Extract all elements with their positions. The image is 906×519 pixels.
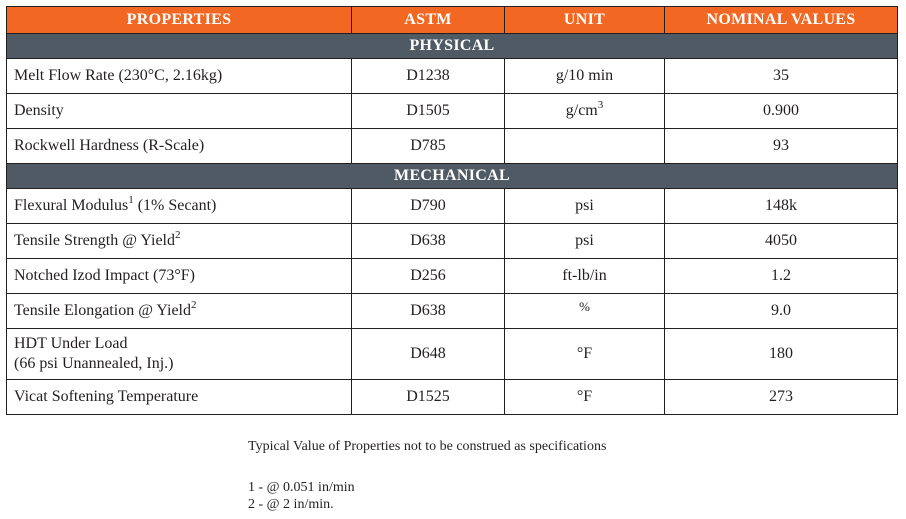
table-row — [7, 129, 898, 164]
nominal-value: 180 — [665, 329, 898, 380]
table-row — [7, 259, 898, 294]
table-row — [7, 59, 898, 94]
astm-code: D1505 — [352, 94, 505, 129]
astm-code: D1525 — [352, 380, 505, 415]
property-name: Rockwell Hardness (R-Scale) — [7, 129, 352, 164]
header-properties: PROPERTIES — [7, 7, 352, 34]
header-unit: UNIT — [505, 7, 665, 34]
astm-code: D638 — [352, 294, 505, 329]
unit-text: g/cm — [565, 102, 598, 119]
disclaimer-note: Typical Value of Properties not to be construed as specifications — [248, 439, 607, 454]
unit-value — [505, 129, 665, 164]
property-name — [7, 189, 352, 224]
property-name: Notched Izod Impact (73°F) — [7, 259, 352, 294]
astm-code: D1238 — [352, 59, 505, 94]
nominal-value: 1.2 — [665, 259, 898, 294]
nominal-value: 4050 — [665, 224, 898, 259]
unit-text: % — [579, 299, 590, 314]
table-row — [7, 329, 898, 380]
property-name: Melt Flow Rate (230°C, 2.16kg) — [7, 59, 352, 94]
property-name — [7, 294, 352, 329]
footnote-marker: 1 — [128, 193, 134, 206]
property-name-line2: (66 psi Unannealed, Inj.) — [14, 355, 174, 372]
table-row — [7, 294, 898, 329]
property-name-line1: HDT Under Load — [14, 335, 128, 352]
property-name-text: Tensile Elongation @ Yield — [14, 302, 191, 319]
footnote-marker: 2 — [175, 228, 181, 241]
footnote-2: 2 - @ 2 in/min. — [248, 497, 334, 512]
nominal-value: 273 — [665, 380, 898, 415]
nominal-value: 9.0 — [665, 294, 898, 329]
astm-code: D648 — [352, 329, 505, 380]
unit-value: psi — [505, 224, 665, 259]
property-name — [7, 224, 352, 259]
astm-code: D790 — [352, 189, 505, 224]
unit-value: °F — [505, 380, 665, 415]
table-row — [7, 94, 898, 129]
table-row — [7, 224, 898, 259]
unit-value: g/10 min — [505, 59, 665, 94]
footnote-marker: 2 — [191, 298, 197, 311]
footnote-1: 1 - @ 0.051 in/min — [248, 480, 355, 495]
nominal-value: 35 — [665, 59, 898, 94]
nominal-value: 148k — [665, 189, 898, 224]
property-name: Density — [7, 94, 352, 129]
table-row — [7, 189, 898, 224]
section-title-mechanical: MECHANICAL — [7, 164, 898, 189]
properties-table — [6, 6, 898, 415]
unit-value: °F — [505, 329, 665, 380]
unit-value — [505, 94, 665, 129]
astm-code: D256 — [352, 259, 505, 294]
property-name: Vicat Softening Temperature — [7, 380, 352, 415]
section-row-physical — [7, 34, 898, 59]
header-astm: ASTM — [352, 7, 505, 34]
header-nominal-values: NOMINAL VALUES — [665, 7, 898, 34]
unit-superscript: 3 — [597, 98, 604, 111]
astm-code: D638 — [352, 224, 505, 259]
nominal-value: 93 — [665, 129, 898, 164]
nominal-value: 0.900 — [665, 94, 898, 129]
table-row — [7, 380, 898, 415]
astm-code: D785 — [352, 129, 505, 164]
section-row-mechanical — [7, 164, 898, 189]
unit-value: psi — [505, 189, 665, 224]
property-name-text: Flexural Modulus — [14, 197, 129, 214]
unit-value: ft-lb/in — [505, 259, 665, 294]
unit-value — [505, 294, 665, 329]
property-name-text: Tensile Strength @ Yield — [14, 232, 175, 249]
property-name — [7, 329, 352, 380]
property-name-suffix: (1% Secant) — [133, 197, 217, 214]
section-title-physical: PHYSICAL — [7, 34, 898, 59]
header-row — [7, 7, 898, 34]
